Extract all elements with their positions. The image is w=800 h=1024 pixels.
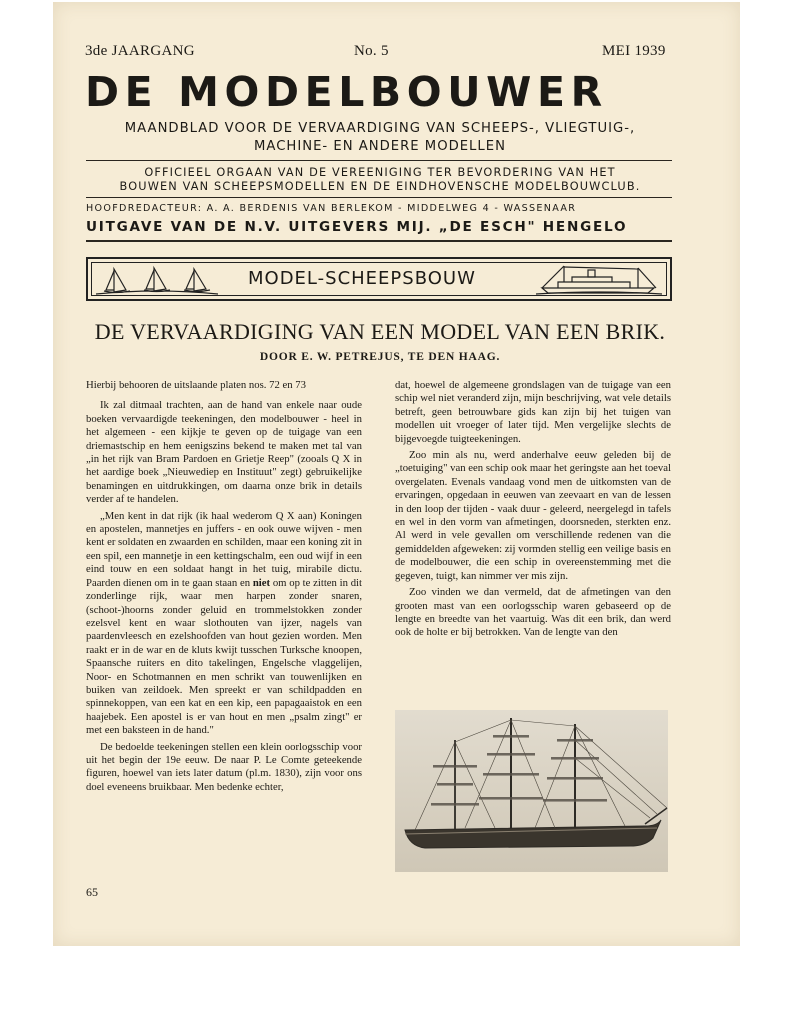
plates-note: Hierbij behooren de uitslaande platen nos. 72 en 73 [86,379,306,391]
paragraph: dat, hoewel de algemeene grondslagen van de tuigage van een schip wel niet veranderd zijn, mijn beschrijving, wat vele details betreft, geen betrouwbare gids kan zijn bij het tuigen van modellen uit vroeger of later tijd. Men vergelijke slechts de bijgevoegde tuigteekeningen. [395,379,671,445]
paragraph: De bedoelde teekeningen stellen een klein oorlogsschip voor uit het begin der 19e eeuw. De naar P. Le Comte geteekende figuren, hoewel van iets later datum (pl.m. 1830), zijn voor ons doel eveneens bruikbaar. Men bedenke echter, [86,740,362,793]
official-line-1: OFFICIEEL ORGAAN VAN DE VEREENIGING TER BEVORDERING VAN HET [144,166,616,179]
article-byline: DOOR E. W. PETREJUS, TE DEN HAAG. [259,351,501,363]
subtitle-line-1: MAANDBLAD VOOR DE VERVAARDIGING VAN SCHEEPS-, VLIEGTUIG-, [124,121,636,136]
publisher-line: UITGAVE VAN DE N.V. UITGEVERS MIJ. „DE ESCH" HENGELO [86,219,628,235]
left-column [86,379,362,794]
volume-label: 3de JAARGANG [85,43,195,59]
article-title: DE VERVAARDIGING VAN EEN MODEL VAN EEN BRIK. [94,319,666,344]
header-rule-3 [86,240,672,242]
official-line-2: BOUWEN VAN SCHEEPSMODELLEN EN DE EINDHOVENSCHE MODELBOUWCLUB. [119,180,641,193]
steamship-icon [534,263,664,297]
subtitle-line-2: MACHINE- EN ANDERE MODELLEN [254,139,506,154]
paragraph: Zoo min als nu, werd anderhalve eeuw geleden bij de „toetuiging" van een schip ook maar het geringste aan het toeval overgelaten. Evenals vandaag vond men de uitkomsten van de ervaringen, opgedaan in eeuwen van zeevaart en van de lessen in den loop der tijden - vaak duur - geleerd, neergelegd in tafels en wel in den vorm van afmetingen, doorsneden, sterkten enz. Al werd in vele gevallen om verschillende redenen van die gemiddelden afgeweken: zij vormden stellig een veilige basis en de modelbouwer, die een schip in overeenstemming met die gegeven, tuigt, kan nimmer ver mis zijn. [395,449,672,582]
quote-paragraph: „Men kent in dat rijk (ik haal wederom Q X aan) Koningen en apostelen, mannetjes en juffers - en ook ouwe wijven - men kent er soldaten en zwaarden en schilden, maar een koning zit in een spil, een mannetje in een kettingschalm, een oud wijf in een eind touw en een soldaat hangt in het tuig, mirabile dictu. Paarden dienen om in te gaan staan en niet om op te zitten in dit zonderlinge rijk, waar men harpen zonder snaren, (schoot-)hoorns zonder geluid en trommelstokken zonder ezelsvel kent en waar slothouten van ijzer, nagels van paardenvleesch en ezelshoofden van hout gezien worden. Men raakt er in de war en de kluts kwijt tusschen Turksche knoopen, Spaansche ruiters en dito takelingen, Engelsche vlaggelijen, Noor- en Schotmannen en men schrikt van touwenlijken en buiken van zeildoek. Men spreekt er van schildpadden en spinnekoppen, van een kat en een kip, een papagaaistok en een haajebek. Een apostel is er van hout en men „psalm zingt" er met een baksteen in de hand." [86,509,362,737]
header-rule-1 [86,160,672,161]
paragraph: Zoo vinden we dan vermeld, dat de afmetingen van den grooten mast van een oorlogsschip waren gebaseerd op de lengte en breedte van het vaartuig. Was dit een brik, dan werd ook de holte er bij betrokken. Van de lengte van den [395,586,671,639]
editor-line: HOOFDREDACTEUR: A. A. BERDENIS VAN BERLEKOM - MIDDELWEG 4 - WASSENAAR [86,203,577,214]
bold-word: niet [252,576,271,589]
right-column [395,379,671,640]
issue-label: No. 5 [354,43,389,59]
sailboats-icon [92,263,222,297]
three-masted-ship-photo [395,710,668,872]
date-label: MEI 1939 [602,43,666,59]
page-number: 65 [86,885,98,899]
paragraph: Ik zal ditmaal trachten, aan de hand van enkele naar oude boeken vervaardigde teekeningen, den modelbouwer - heel in het algemeen - een kijkje te geven op de tuigage van een driemastschip en hem eenigszins bekend te maken met tal van „in het rijk van Bram Pardoen en Grietje Reep" (zooals Q X in het aardige boek „Nieuwediep en Instituut" zegt) gebruikelijke benamingen en uitdrukkingen, om daarna onze brik in details verder af te handelen. [86,399,362,506]
section-title: MODEL-SCHEEPSBOUW [248,268,476,289]
section-banner [86,257,672,301]
header-rule-2 [86,197,672,198]
masthead-title: DE MODELBOUWER [85,68,608,116]
